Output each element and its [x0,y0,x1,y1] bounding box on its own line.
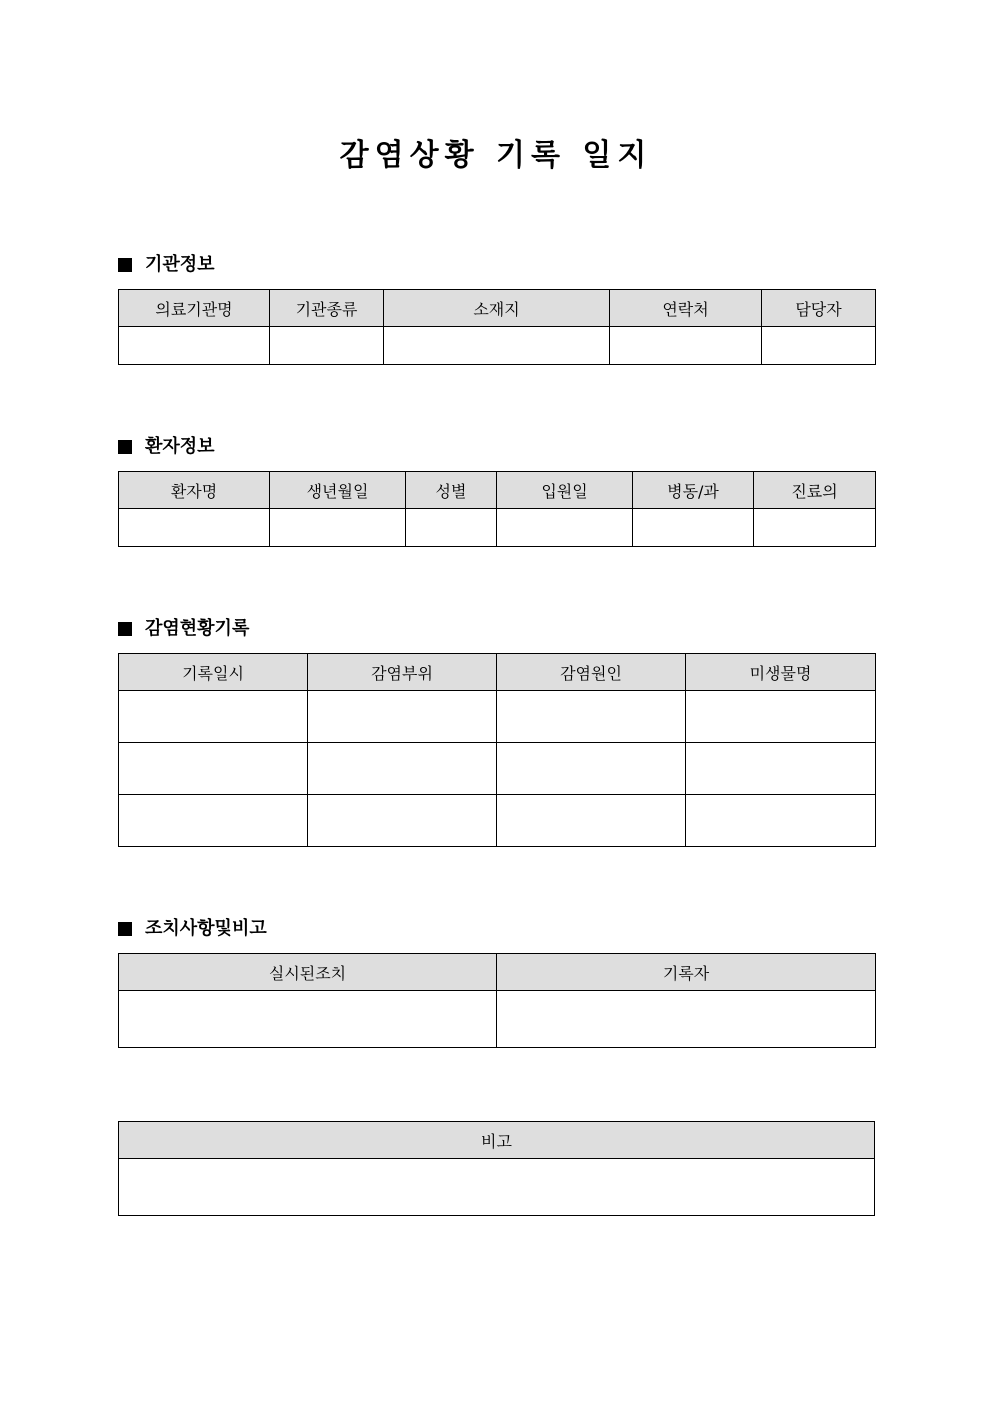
section-heading-institution [118,253,215,277]
column-header: 입원일 [497,472,633,509]
table-row [119,991,876,1048]
entry-cell[interactable] [497,691,686,743]
square-bullet-icon [118,258,132,272]
column-header: 환자명 [119,472,270,509]
entry-cell[interactable] [119,509,270,547]
table-header-row [119,954,876,991]
table-row [119,1159,875,1216]
institution-table [118,289,876,365]
entry-cell[interactable] [308,795,497,847]
entry-cell[interactable] [119,1159,875,1216]
entry-cell[interactable] [406,509,497,547]
patient-table [118,471,876,547]
column-header: 기록자 [497,954,876,991]
table-row [119,327,876,365]
remarks-table [118,1121,875,1216]
entry-cell[interactable] [497,743,686,795]
column-header: 의료기관명 [119,290,270,327]
section-heading-patient [118,435,215,459]
entry-cell[interactable] [497,509,633,547]
entry-cell[interactable] [270,509,406,547]
section-heading-measures [118,917,267,941]
column-header: 진료의 [754,472,876,509]
table-row [119,795,876,847]
column-header: 소재지 [384,290,610,327]
entry-cell[interactable] [308,691,497,743]
entry-cell[interactable] [754,509,876,547]
column-header: 담당자 [762,290,876,327]
entry-cell[interactable] [497,795,686,847]
entry-cell[interactable] [119,743,308,795]
square-bullet-icon [118,622,132,636]
column-header: 비고 [119,1122,875,1159]
section-heading-label: 환자정보 [145,436,215,457]
table-header-row [119,1122,875,1159]
entry-cell[interactable] [119,327,270,365]
entry-cell[interactable] [686,795,876,847]
table-row [119,509,876,547]
square-bullet-icon [118,440,132,454]
entry-cell[interactable] [762,327,876,365]
table-row [119,743,876,795]
entry-cell[interactable] [119,991,497,1048]
entry-cell[interactable] [686,743,876,795]
column-header: 연락처 [610,290,762,327]
table-header-row [119,290,876,327]
column-header: 감염부위 [308,654,497,691]
entry-cell[interactable] [308,743,497,795]
column-header: 병동/과 [633,472,754,509]
entry-cell[interactable] [497,991,876,1048]
entry-cell[interactable] [119,691,308,743]
section-heading-infection [118,617,249,641]
column-header: 실시된조치 [119,954,497,991]
entry-cell[interactable] [384,327,610,365]
entry-cell[interactable] [119,795,308,847]
measures-table [118,953,876,1048]
entry-cell[interactable] [633,509,754,547]
page-title: 감염상황 기록 일지 [339,138,653,173]
infection-table [118,653,876,847]
column-header: 미생물명 [686,654,876,691]
square-bullet-icon [118,922,132,936]
column-header: 생년월일 [270,472,406,509]
section-heading-label: 조치사항및비고 [145,918,267,939]
section-heading-label: 감염현황기록 [145,618,250,639]
entry-cell[interactable] [686,691,876,743]
table-row [119,691,876,743]
table-header-row [119,472,876,509]
table-header-row [119,654,876,691]
column-header: 성별 [406,472,497,509]
column-header: 기관종류 [270,290,384,327]
column-header: 기록일시 [119,654,308,691]
entry-cell[interactable] [270,327,384,365]
section-heading-label: 기관정보 [145,254,215,275]
column-header: 감염원인 [497,654,686,691]
entry-cell[interactable] [610,327,762,365]
